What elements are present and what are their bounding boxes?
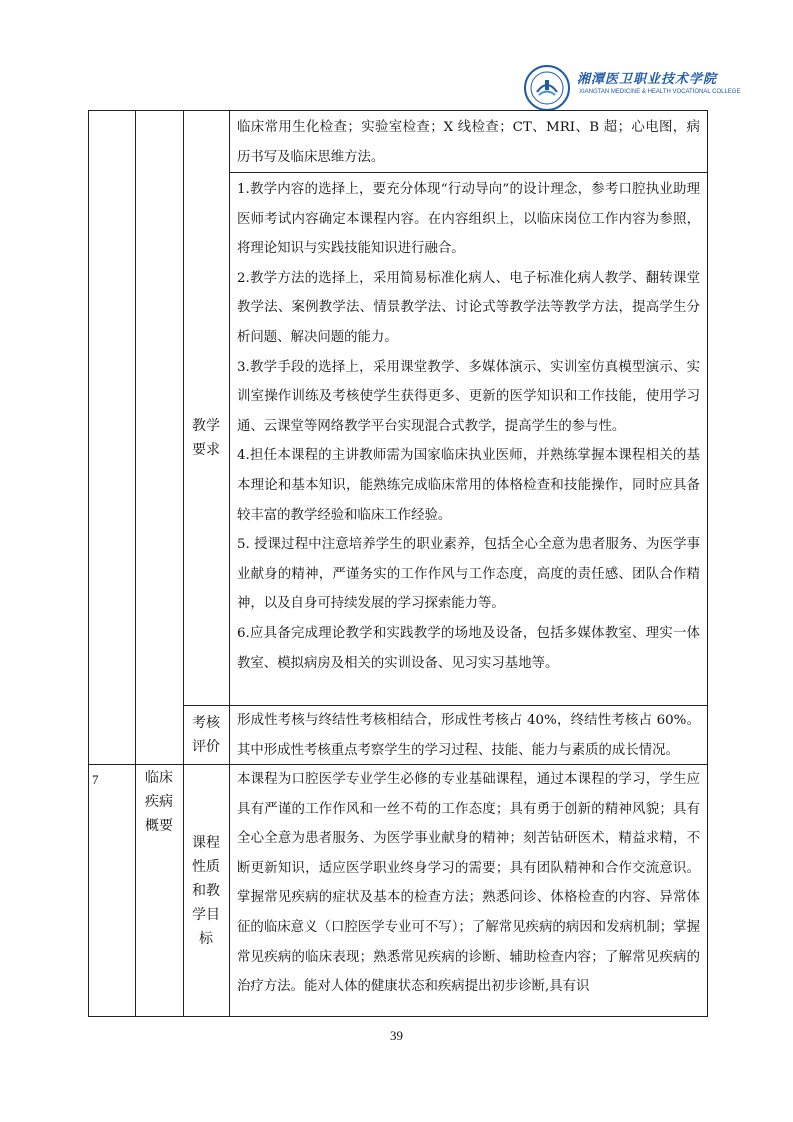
teaching-requirement-item: 5. 授课过程中注意培养学生的职业素养，包括全心全意为患者服务、为医学事业献身的精神，严谨务实的工作作风与工作态度，高度的责任感、团队合作精神，以及自身可持续发展的学习探索能力等。 [237, 537, 700, 612]
college-logo [523, 64, 741, 112]
assessment-text: 形成性考核与终结性考核相结合，形成性考核占 40%，终结性考核占 60%。其中形成性考核重点考察学生的学习过程、技能、能力与素质的成长情况。 [237, 713, 700, 758]
teaching-requirement-item: 3.教学手段的选择上，采用课堂教学、多媒体演示、实训室仿真模型演示、实训室操作训练及考核使学生获得更多、更新的医学知识和工作技能，使用学习通、云课堂等网络教学平台实现混合式教学，提高学生的参与性。 [237, 359, 700, 434]
teaching-requirements-content [237, 175, 700, 678]
assessment-content [237, 706, 700, 765]
teaching-requirement-item: 4.担任本课程的主讲教师需为国家临床执业医师，并熟练掌握本课程相关的基本理论和基本知识，能熟练完成临床常用的体格检查和技能操作，同时应具备较丰富的教学经验和临床工作经验。 [237, 448, 700, 523]
course-nature-content [237, 765, 700, 1016]
course-nature-text: 本课程为口腔医学专业学生必修的专业基础课程，通过本课程的学习，学生应具有严谨的工作作风和一丝不苟的工作态度；具有勇于创新的精神风貌；具有全心全意为患者服务、为医学事业献身的精神；刻苦钻研医术，精益求精，不断更新知识，适应医学职业终身学习的需要；具有团队精神和合作交流意识。掌握常见疾病的症状及基本的检查方法；熟悉问诊、体格检查的内容、异常体征的临床意义（口腔医学专业可不写）；了解常见疾病的病因和发病机制；掌握常见疾病的临床表现；熟悉常见疾病的诊断、辅助检查内容；了解常见疾病的治疗方法。能对人体的健康状态和疾病提出初步诊断,具有识 [237, 772, 700, 995]
college-seal-icon [523, 64, 571, 112]
teaching-requirement-item: 6.应具备完成理论教学和实践教学的场地及设备，包括多媒体教室、理实一体教室、模拟病房及相关的实训设备、见习实习基地等。 [237, 625, 700, 671]
exam-methods-cell [237, 113, 700, 172]
logo-english-name: XIANGTAN MEDICINE & HEALTH VOCATIONAL COLLEGE [579, 89, 741, 95]
course-name: 临床 疾病 概要 [145, 770, 173, 834]
logo-chinese-name: 湘潭医卫职业技术学院 [577, 72, 718, 87]
page-number: 39 [390, 1028, 403, 1043]
teaching-requirements-label: 教学 要求 [192, 418, 220, 458]
teaching-requirement-item: 2.教学方法的选择上，采用简易标准化病人、电子标准化病人教学、翻转课堂教学法、案例教学法、情景教学法、讨论式等教学法等教学方法，提高学生分析问题、解决问题的能力。 [237, 270, 700, 345]
course-number: 7 [92, 772, 99, 787]
assessment-label: 考核 评价 [192, 715, 220, 755]
course-nature-label: 课程 性质 和教 学目 标 [192, 835, 220, 947]
teaching-requirement-item: 1.教学内容的选择上，要充分体现“行动导向”的设计理念，参考口腔执业助理医师考试内容确定本课程内容。在内容组织上，以临床岗位工作内容为参照，将理论知识与实践技能知识进行融合。 [237, 182, 700, 257]
exam-methods-text: 临床常用生化检查；实验室检查；X 线检查；CT、MRI、B 超；心电图，病历书写及临床思维方法。 [237, 120, 700, 165]
